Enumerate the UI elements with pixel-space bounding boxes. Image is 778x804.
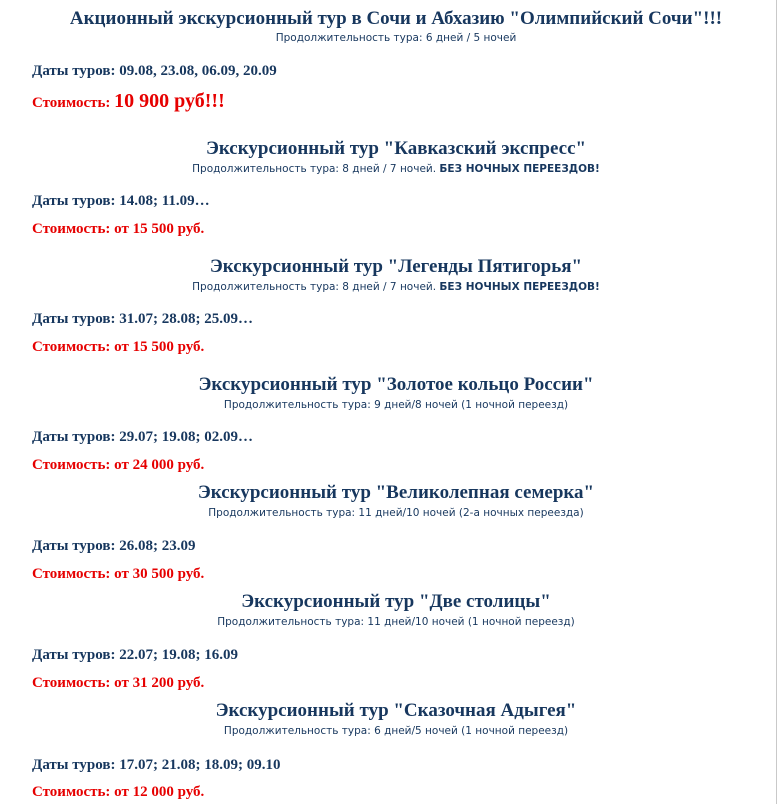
tour-title[interactable]: Экскурсионный тур "Кавказский экспресс" [205, 138, 587, 159]
tour-price-label: Стоимость: [32, 675, 111, 691]
tour-price-label: Стоимость: [32, 784, 111, 800]
tour-price [32, 92, 225, 112]
tour-price [32, 220, 204, 238]
tour-price-label: Стоимость: [32, 339, 111, 355]
tour-price-label: Стоимость: [32, 457, 111, 473]
tour-duration-text: Продолжительность тура: 8 дней / 7 ночей. [192, 163, 437, 175]
tour-duration-text: Продолжительность тура: 11 дней/10 ночей (1 ночной переезд) [217, 616, 575, 628]
tour-duration-text: Продолжительность тура: 9 дней/8 ночей (1 ночной переезд) [223, 399, 569, 411]
tour-duration [8, 506, 778, 520]
tour-duration-text: Продолжительность тура: 6 дней / 5 ночей [275, 32, 517, 44]
tour-price-value: от 15 500 руб. [114, 221, 205, 237]
tour-price-label: Стоимость: [32, 95, 111, 111]
tour-duration [8, 31, 778, 45]
tour-price-value: от 12 000 руб. [114, 784, 205, 800]
tour-price [32, 338, 204, 356]
tour-title[interactable]: Экскурсионный тур "Легенды Пятигорья" [209, 256, 583, 277]
tour-dates: Даты туров: 09.08, 23.08, 06.09, 20.09 [32, 63, 277, 79]
tour-duration [8, 724, 778, 738]
tour-dates: Даты туров: 29.07; 19.08; 02.09… [32, 429, 253, 445]
tour-duration-text: Продолжительность тура: 6 дней/5 ночей (1 ночной переезд) [223, 725, 569, 737]
tour-price [32, 674, 204, 692]
tour-price-value: от 15 500 руб. [114, 339, 205, 355]
tour-title[interactable]: Экскурсионный тур "Золотое кольцо России" [198, 374, 594, 395]
tour-dates: Даты туров: 17.07; 21.08; 18.09; 09.10 [32, 757, 281, 773]
tour-duration-text: Продолжительность тура: 8 дней / 7 ночей. [192, 281, 437, 293]
tour-duration-text: Продолжительность тура: 11 дней/10 ночей (2-а ночных переезда) [208, 507, 584, 519]
tour-title[interactable]: Акционный экскурсионный тур в Сочи и Абхазию "Олимпийский Сочи"!!! [69, 8, 723, 29]
tour-price-value: 10 900 руб!!! [114, 90, 225, 112]
tour-dates: Даты туров: 14.08; 11.09… [32, 193, 210, 209]
tour-dates: Даты туров: 26.08; 23.09 [32, 538, 196, 554]
tour-price-label: Стоимость: [32, 221, 111, 237]
tour-price-value: от 31 200 руб. [114, 675, 205, 691]
tour-title[interactable]: Экскурсионный тур "Великолепная семерка" [197, 482, 595, 503]
tour-price-label: Стоимость: [32, 566, 111, 582]
tour-duration-note: БЕЗ НОЧНЫХ ПЕРЕЕЗДОВ! [439, 281, 600, 293]
tour-duration [8, 398, 778, 412]
tour-dates: Даты туров: 22.07; 19.08; 16.09 [32, 647, 238, 663]
tour-price [32, 456, 204, 474]
tour-price-value: от 30 500 руб. [114, 566, 205, 582]
tour-price [32, 565, 204, 583]
tour-duration [8, 162, 778, 176]
tour-duration [8, 615, 778, 629]
tour-duration [8, 280, 778, 294]
tour-duration-note: БЕЗ НОЧНЫХ ПЕРЕЕЗДОВ! [439, 163, 600, 175]
tour-dates: Даты туров: 31.07; 28.08; 25.09… [32, 311, 253, 327]
tour-price [32, 783, 204, 801]
tour-title[interactable]: Экскурсионный тур "Сказочная Адыгея" [215, 700, 577, 721]
tour-price-value: от 24 000 руб. [114, 457, 205, 473]
tour-title[interactable]: Экскурсионный тур "Две столицы" [241, 591, 551, 612]
